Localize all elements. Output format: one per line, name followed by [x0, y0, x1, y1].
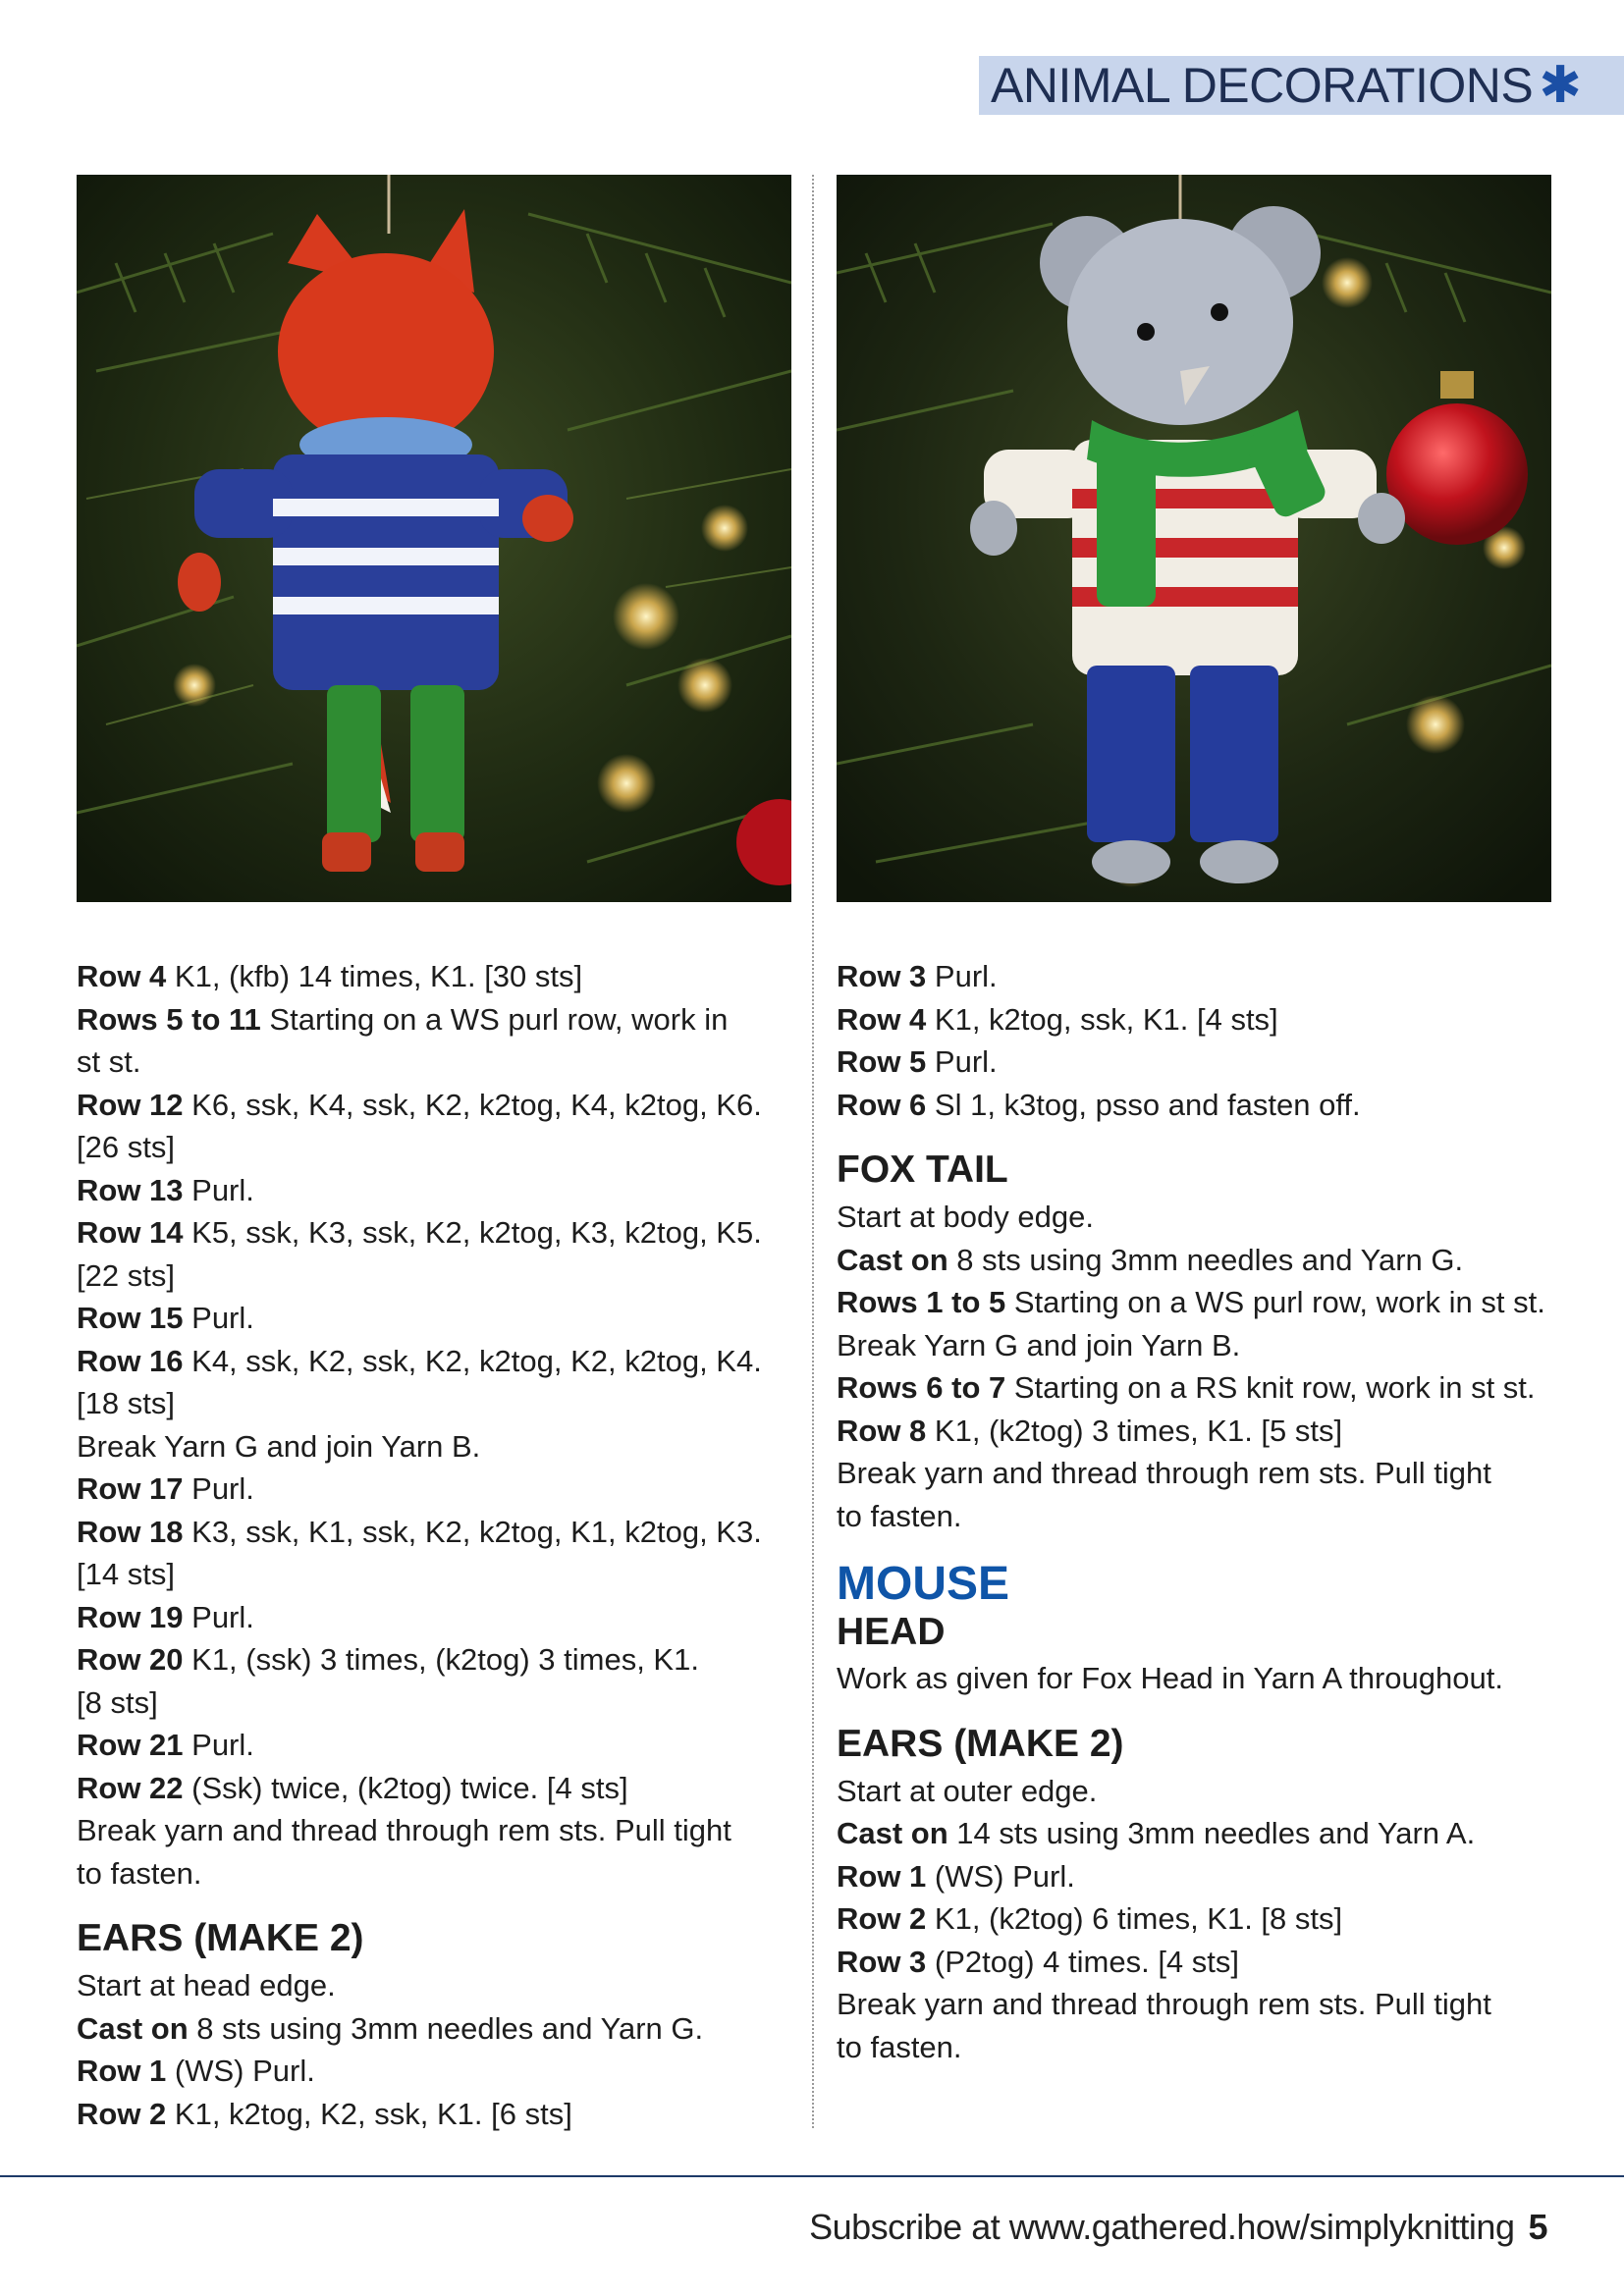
footer-divider — [0, 2175, 1624, 2177]
instruction-line: Row 6 Sl 1, k3tog, psso and fasten off. — [837, 1087, 1361, 1122]
instruction-line: Row 2 K1, (k2tog) 6 times, K1. [8 sts] — [837, 1901, 1343, 1936]
instruction-line: [8 sts] — [77, 1684, 158, 1720]
asterisk-flower-icon: ✱ — [1539, 56, 1582, 115]
subscribe-link[interactable]: Subscribe at www.gathered.how/simplyknitting — [809, 2207, 1515, 2247]
instruction-line: Start at body edge. — [837, 1200, 1094, 1234]
instruction-line: [22 sts] — [77, 1257, 175, 1293]
instruction-line: Break yarn and thread through rem sts. Pull tight — [77, 1813, 731, 1847]
instruction-line: Row 18 K3, ssk, K1, ssk, K2, k2tog, K1, k2tog, K3. — [77, 1514, 762, 1549]
instruction-line: Row 14 K5, ssk, K3, ssk, K2, k2tog, K3, k2tog, K5. — [77, 1215, 762, 1250]
page-number: 5 — [1528, 2207, 1547, 2247]
instruction-line: Row 20 K1, (ssk) 3 times, (k2tog) 3 times, K1. — [77, 1642, 699, 1677]
instruction-line: st st. — [77, 1044, 141, 1079]
instruction-line: [14 sts] — [77, 1557, 175, 1591]
instruction-line: Row 22 (Ssk) twice, (k2tog) twice. [4 sts] — [77, 1770, 628, 1805]
instruction-line: Cast on 14 sts using 3mm needles and Yarn A. — [837, 1816, 1476, 1850]
section-heading-mouse: MOUSE — [837, 1558, 1010, 1610]
section-subheading-head: HEAD — [837, 1611, 946, 1653]
instruction-line: Row 13 Purl. — [77, 1172, 254, 1207]
section-heading-ears: EARS (MAKE 2) — [77, 1917, 364, 1959]
instruction-line: Row 5 Purl. — [837, 1044, 998, 1079]
instruction-line: Break yarn and thread through rem sts. Pull tight — [837, 1456, 1491, 1490]
instruction-line: to fasten. — [837, 1498, 962, 1533]
instruction-line: [26 sts] — [77, 1130, 175, 1164]
instruction-line: Row 3 Purl. — [837, 959, 998, 993]
instruction-line: Row 4 K1, (kfb) 14 times, K1. [30 sts] — [77, 959, 583, 993]
instruction-line: Rows 5 to 11 Starting on a WS purl row, work in — [77, 1001, 729, 1037]
section-title: ANIMAL DECORATIONS — [991, 58, 1534, 113]
section-header-banner — [979, 56, 1624, 115]
instruction-line: Start at outer edge. — [837, 1773, 1098, 1808]
instruction-line: to fasten. — [77, 1855, 202, 1891]
instruction-line: Row 4 K1, k2tog, ssk, K1. [4 sts] — [837, 1001, 1278, 1037]
instruction-line: Row 8 K1, (k2tog) 3 times, K1. [5 sts] — [837, 1413, 1343, 1448]
instruction-line: Break yarn and thread through rem sts. Pull tight — [837, 1987, 1491, 2021]
instruction-line: to fasten. — [837, 2029, 962, 2064]
instruction-line: Rows 6 to 7 Starting on a RS knit row, work in st st. — [837, 1370, 1536, 1405]
left-column — [77, 955, 803, 2135]
right-column — [837, 955, 1563, 2068]
instruction-line: Row 3 (P2tog) 4 times. [4 sts] — [837, 1944, 1240, 1979]
instruction-line: Break Yarn G and join Yarn B. — [837, 1327, 1241, 1362]
instruction-line: Row 21 Purl. — [77, 1728, 254, 1762]
section-heading-ears: EARS (MAKE 2) — [837, 1722, 1124, 1765]
instruction-line: [18 sts] — [77, 1386, 175, 1420]
footer — [809, 2207, 1547, 2248]
instruction-line: Rows 1 to 5 Starting on a WS purl row, work in st st. — [837, 1285, 1545, 1319]
instruction-line: Row 17 Purl. — [77, 1471, 254, 1506]
instruction-line: Row 2 K1, k2tog, K2, ssk, K1. [6 sts] — [77, 2096, 572, 2131]
instruction-line: Row 16 K4, ssk, K2, ssk, K2, k2tog, K2, k2tog, K4. — [77, 1343, 762, 1378]
instruction-line: Row 15 Purl. — [77, 1301, 254, 1335]
column-divider — [812, 175, 814, 2128]
mouse-ornament-photo — [837, 175, 1551, 902]
knitted-mouse-ornament-photo — [837, 175, 1551, 902]
instruction-line: Break Yarn G and join Yarn B. — [77, 1428, 481, 1464]
instruction-line: Row 12 K6, ssk, K4, ssk, K2, k2tog, K4, k2tog, K6. — [77, 1087, 762, 1122]
instruction-line: Cast on 8 sts using 3mm needles and Yarn G. — [837, 1242, 1464, 1277]
section-heading-fox-tail: FOX TAIL — [837, 1148, 1008, 1191]
instruction-line: Start at head edge. — [77, 1968, 336, 2002]
instruction-line: Row 19 Purl. — [77, 1599, 254, 1634]
instruction-line: Row 1 (WS) Purl. — [77, 2054, 315, 2088]
fox-ornament-photo — [77, 175, 791, 902]
instruction-line: Work as given for Fox Head in Yarn A throughout. — [837, 1661, 1503, 1695]
instruction-line: Row 1 (WS) Purl. — [837, 1858, 1075, 1894]
knitted-fox-ornament-photo — [77, 175, 791, 902]
instruction-line: Cast on 8 sts using 3mm needles and Yarn G. — [77, 2010, 704, 2046]
